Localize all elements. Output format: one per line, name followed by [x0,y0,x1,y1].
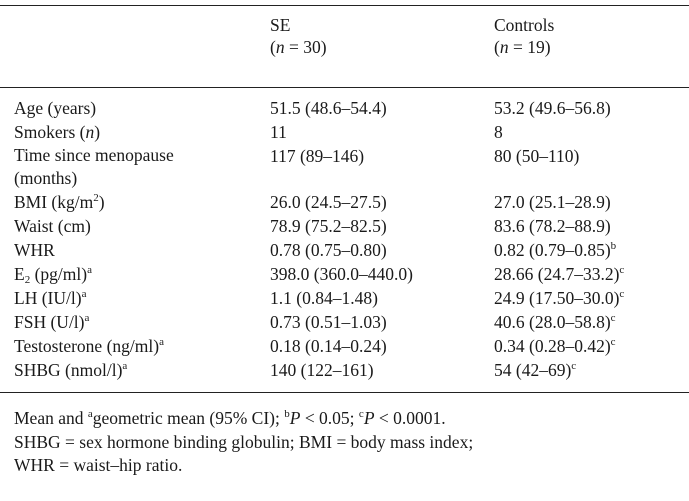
column-header-controls [494,14,554,58]
controls-value: 28.66 $(24.7-33.2)^c$ [494,264,625,284]
se-value: 11 [270,122,287,142]
controls-value: 40.6 $(28.0-58.8)^c$ [494,312,616,332]
se-n: (n = 30) [270,37,327,57]
controls-value: 0.82 $(0.79-0.85)^b$ [494,240,617,260]
row-label: $E_2$ $(pg/ml)^a$ [14,264,92,286]
se-value: 0.73 (0.51–1.03) [270,312,387,332]
row-label: Smokers (n) [14,122,101,142]
row-label: SHBG (nmol/l)$^a$ [14,360,128,380]
table-top-rule [0,5,689,6]
table-bottom-rule [0,392,689,393]
controls-value: 0.34 $(0.28-0.42)^c$ [494,336,616,356]
controls-value: 80 (50–110) [494,146,580,166]
controls-value: 54 $(42-69)^c$ [494,360,577,380]
se-value: 117 (89–146) [270,146,365,166]
row-label: WHR [14,240,55,260]
table-row [14,310,684,334]
row-label: Age (years) [14,98,97,118]
row-label: FSH $(U/l)^a$ [14,312,90,332]
row-label: LH $(IU/l)^a$ [14,288,87,308]
se-value: 0.78 (0.75–0.80) [270,240,387,260]
footnote-line-2: SHBG = sex hormone binding globulin; BMI = body mass index; [14,431,474,452]
row-label: Testosterone $(ng/ml)^a$ [14,336,164,356]
se-value: 51.5 (48.6–54.4) [270,98,387,118]
table-row [14,190,684,214]
controls-value: 53.2 (49.6–56.8) [494,98,611,118]
row-label: Waist (cm) [14,216,91,236]
table-row [14,144,684,190]
controls-value: 8 [494,122,503,142]
table-row [14,214,684,238]
table-row [14,334,684,358]
se-value: 140 (122–161) [270,360,374,380]
se-value: 26.0 (24.5–27.5) [270,192,387,212]
controls-value: 24.9 $(17.50-30.0)^c$ [494,288,625,308]
se-value: 0.18 (0.14–0.24) [270,336,387,356]
se-value: 78.9 (75.2–82.5) [270,216,387,236]
footnote-line-1: Mean and $^a$geometric mean (95% CI); $^b$P < 0.05; $^c$P < 0.0001. [14,408,446,428]
row-label: Time since menopause (months) [14,145,174,188]
table-body [14,96,684,382]
column-header-se [270,14,327,58]
se-value: 1.1 (0.84–1.48) [270,288,378,308]
controls-label: Controls [494,15,555,35]
table-row [14,238,684,262]
footnote-line-3: WHR = waist–hip ratio. [14,455,183,475]
controls-value: 27.0 (25.1–28.9) [494,192,611,212]
table-footnote [14,407,684,478]
se-label: SE [270,15,291,35]
table-row [14,262,684,286]
table-row [14,358,684,382]
row-label: BMI $(kg/m^2)$ [14,192,105,212]
table-row [14,286,684,310]
se-value: 398.0 (360.0–440.0) [270,264,413,284]
controls-n: (n = 19) [494,37,551,57]
table-row [14,96,684,120]
table-row [14,120,684,144]
controls-value: 83.6 (78.2–88.9) [494,216,611,236]
table-header-rule [0,87,689,88]
